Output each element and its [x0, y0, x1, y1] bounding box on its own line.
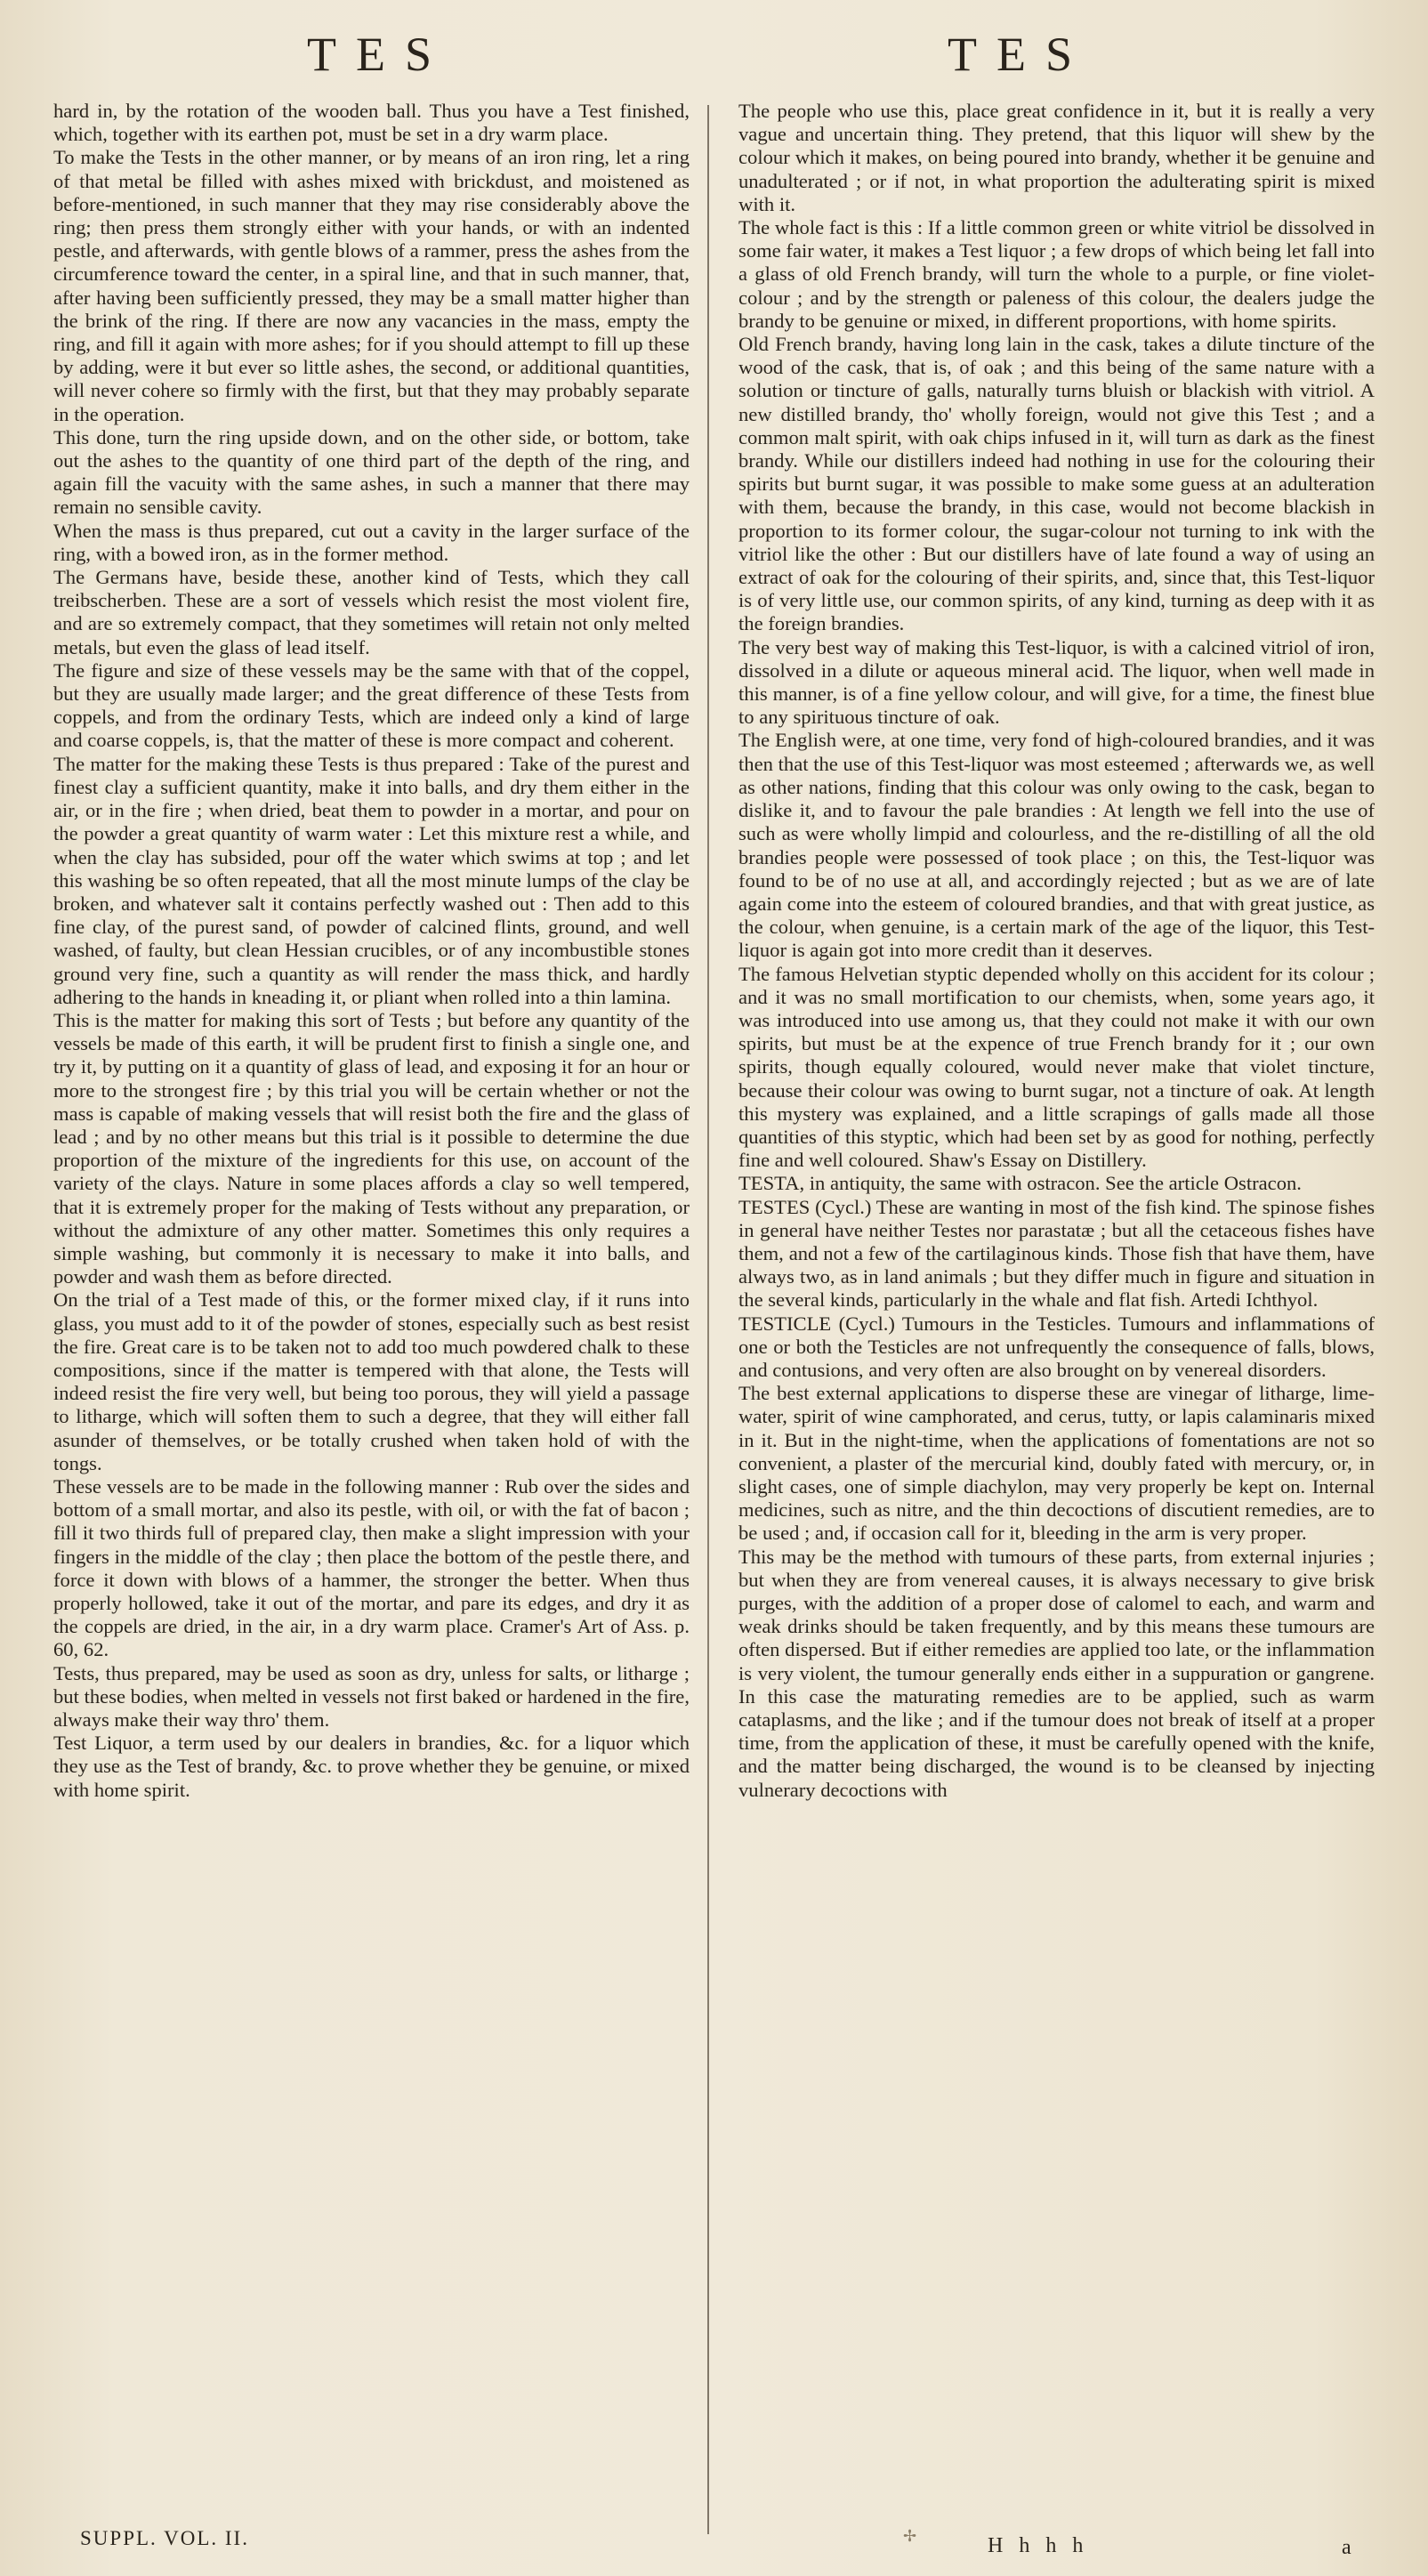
column-divider — [707, 105, 709, 2534]
paragraph: These vessels are to be made in the following manner : Rub over the sides and bottom of a small mortar, and also its pestle, with oil, or with the fat of bacon ; fill it two thirds full of prepared clay, then make a slight impression with your fingers in the middle of the clay ; then place the bottom of the pestle there, and force it down with blows of a hammer, the stronger the better. When thus properly hollowed, take it out of the mortar, and pare its edges, and dry it as the coppels are dried, in the air, in a dry warm place. Cramer's Art of Ass. p. 60, 62. — [53, 1474, 690, 1661]
paragraph: Tests, thus prepared, may be used as soon as dry, unless for salts, or litharge ; but these bodies, when melted in vessels not first baked or hardened in the fire, always make their way thro' them. — [53, 1661, 690, 1732]
entry-testa: TESTA, in antiquity, the same with ostracon. See the article Ostracon. — [738, 1172, 1302, 1195]
paragraph: hard in, by the rotation of the wooden ball. Thus you have a Test finished, which, together with its earthen pot, must be set in a dry warm place. — [53, 100, 690, 146]
paragraph: The best external applications to disperse these are vinegar of litharge, lime-water, spirit of wine camphorated, and cerus, tutty, or lapis calaminaris mixed in it. But in the night-time, when the applications of fomentations are not so convenient, a plaster of the mercurial kind, doubly fated with mercury, or, in slight cases, one of simple diachylon, may very properly be kept on. Internal medicines, such as nitre, and the thin decoctions of discutient remedies, are to be used ; and, if occasion call for it, bleeding in the arm is very proper. — [738, 1382, 1375, 1545]
volume-footer: SUPPL. VOL. II. — [80, 2527, 249, 2549]
paragraph: This is the matter for making this sort of Tests ; but before any quantity of the vessels be made of this earth, it will be prudent first to finish a single one, and try it, by putting on it a quantity of glass of lead, and exposing it for an hour or more to the strongest fire ; by this trial you will be certain whether or not the mass is capable of making vessels that will resist both the fire and the glass of lead ; and by no other means but this trial is it possible to determine the due proportion of the mixture of the ingredients for this use, on account of the variety of the clays. Nature in some places affords a clay so well tempered, that it is extremely proper for the making of Tests without any preparation, or without the admixture of any other matter. Sometimes this only requires a simple washing, but commonly it is necessary to make it into balls, and powder and wash them as before directed. — [53, 1008, 690, 1288]
entry-testicle: TESTICLE (Cycl.) Tumours in the Testicles. Tumours and inflammations of one or both the Testicles are not unfrequently the consequence of falls, blows, and contusions, and very often are also brought on by venereal disorders. — [738, 1312, 1375, 1381]
paragraph: The famous Helvetian styptic depended wholly on this accident for its colour ; and it was no small mortification to our chemists, when, some years ago, it was introduced into use among us, that they could not make it with our own spirits, but must be at the expence of true French brandy for it ; our own spirits, though equally coloured, would never make that violet tincture, because their colour was owing to burnt sugar, not a tincture of oak. At length this mystery was explained, and a little scrapings of galls made all those quantities of this styptic, which had been set by as good for nothing, perfectly fine and well coloured. Shaw's Essay on Distillery. — [738, 962, 1375, 1172]
entry-testes: TESTES (Cycl.) These are wanting in most of the fish kind. The spinose fishes in general have neither Testes nor parastatæ ; but all the cetaceous fishes have them, and not a few of the cartilaginous kinds. Those fish that have them, have always two, as in land animals ; but they differ much in figure and situation in the several kinds, particularly in the whale and flat fish. Artedi Ichthyol. — [738, 1195, 1375, 1312]
left-column — [53, 100, 690, 1802]
paragraph: On the trial of a Test made of this, or the former mixed clay, if it runs into glass, you must add to it of the powder of stones, especially such as best resist the fire. Great care is to be taken not to add too much powdered chalk to these compositions, since if the matter is tempered with that alone, the Tests will indeed resist the fire very well, but being too porous, they will yield a passage to litharge, which will soften them to such a degree, that they will either fall asunder of themselves, or be totally crushed when taken hold of with the tongs. — [53, 1288, 690, 1474]
paragraph: The very best way of making this Test-liquor, is with a calcined vitriol of iron, dissolved in a dilute or aqueous mineral acid. The liquor, when well made in this manner, is of a fine yellow colour, and will give, for a time, the finest blue to any spirituous tincture of oak. — [738, 635, 1375, 729]
paragraph: This done, turn the ring upside down, and on the other side, or bottom, take out the ashes to the quantity of one third part of the depth of the ring, and again fill the vacuity with the same ashes, in such a manner that there may remain no sensible cavity. — [53, 425, 690, 519]
paragraph: The people who use this, place great confidence in it, but it is really a very vague and uncertain thing. They pretend, that this liquor will shew by the colour which it makes, on being poured into brandy, whether it be genuine and unadulterated ; or if not, in what proportion the adulterating spirit is mixed with it. — [738, 100, 1375, 215]
right-column — [738, 100, 1375, 1802]
paragraph: The whole fact is this : If a little common green or white vitriol be dissolved in some fair water, it makes a Test liquor ; a few drops of which being let fall into a glass of old French brandy, will turn the whole to a purple, or fine violet-colour ; and by the strength or paleness of this colour, the dealers judge the brandy to be genuine or mixed, in different proportions, with home spirits. — [738, 216, 1375, 332]
running-head-right: TES — [948, 28, 1093, 81]
signature-mark: H h h h — [988, 2534, 1089, 2557]
running-head-left: TES — [307, 28, 452, 81]
paragraph: To make the Tests in the other manner, or by means of an iron ring, let a ring of that metal be filled with ashes mixed with brickdust, and moistened as before-mentioned, in such manner that they may rise considerably above the ring; then press them strongly either with your hands, or with an indented pestle, and afterwards, with gentle blows of a rammer, press the ashes from the circumference toward the center, in a spiral line, and that in such manner, that, after having been sufficiently pressed, they may be a small matter higher than the brink of the ring. If there are now any vacancies in the mass, empty the ring, and fill it again with more ashes; for if you should attempt to fill up these by adding, were it but ever so little ashes, the second, or additional quantities, will never cohere so firmly with the first, but that they may probably separate in the operation. — [53, 146, 690, 425]
paragraph: The English were, at one time, very fond of high-coloured brandies, and it was then that the use of this Test-liquor was most esteemed ; afterwards we, as well as other nations, finding that this colour was only owing to the cask, began to dislike it, and to favour the pale brandies : At length we fell into the use of such as were wholly limpid and colourless, and the re-distilling of all the old brandies people were possessed of took place ; on this, the Test-liquor was found to be of no use at all, and accordingly rejected ; but as we are of late again come into the esteem of coloured brandies, and that with great justice, as the colour, when genuine, is a certain mark of the age of the liquor, this Test-liquor is again got into more credit than it deserves. — [738, 729, 1375, 962]
paragraph: This may be the method with tumours of these parts, from external injuries ; but when they are from venereal causes, it is always necessary to give brisk purges, with the addition of a proper dose of calomel to each, and warm and weak drinks should be taken frequently, and by this means these tumours are often dispersed. But if either remedies are applied too late, or the inflammation is very violent, the tumour generally ends either in a suppuration or gangrene. In this case the maturating remedies are to be applied, such as warm cataplasms, and the like ; and if the tumour does not break of itself at a proper time, from the application of these, it must be carefully opened with the knife, and the matter being discharged, the wound is to be cleansed by injecting vulnerary decoctions with — [738, 1545, 1375, 1801]
paragraph: The Germans have, beside these, another kind of Tests, which they call treibscherben. These are a sort of vessels which resist the most violent fire, and are so extremely compact, that they sometimes will retain not only melted metals, but even the glass of lead itself. — [53, 566, 690, 658]
leaf-letter: a — [1342, 2536, 1351, 2559]
printer-ornament-icon: ✢ — [903, 2527, 917, 2545]
paragraph: Old French brandy, having long lain in the cask, takes a dilute tincture of the wood of the cask, that is, of oak ; and this being of the same nature with a solution or tincture of galls, naturally turns bluish or blackish with vitriol. A new distilled brandy, tho' wholly foreign, would not give this Test ; and a common malt spirit, with oak chips infused in it, will turn as dark as the finest brandy. While our distillers indeed had nothing in use for the colouring their spirits but burnt sugar, it was possible to make some guess at an adulteration with them, because the brandy, in this case, would not become blackish in proportion to its former colour, the sugar-colour not turning to ink with the vitriol like the other : But our distillers have of late found a way of using an extract of oak for the colouring of their spirits, and, since that, this Test-liquor is of very little use, our common spirits, of any kind, turning as deep with it as the foreign brandies. — [738, 333, 1375, 635]
entry-test-liquor: Test Liquor, a term used by our dealers in brandies, &c. for a liquor which they use as the Test of brandy, &c. to prove whether they be genuine, or mixed with home spirit. — [53, 1732, 690, 1801]
paragraph: The figure and size of these vessels may be the same with that of the coppel, but they are usually made larger; and the great difference of these Tests from coppels, and from the ordinary Tests, which are indeed only a kind of large and coarse coppels, is, that the matter of these is more compact and coherent. — [53, 658, 690, 752]
paragraph: The matter for the making these Tests is thus prepared : Take of the purest and finest clay a sufficient quantity, make it into balls, and dry them either in the air, or in the fire ; when dried, beat them to powder in a mortar, and pour on the powder a great quantity of warm water : Let this mixture rest a while, and when the clay has subsided, pour off the water which swims at top ; and let this washing be so often repeated, that all the most minute lumps of the clay be broken, and whatever salt it contains perfectly washed out : Then add to this fine clay, of the purest sand, of powder of calcined flints, ground, and well washed, of faulty, but clean Hessian crucibles, or of any incombustible stones ground very fine, such a quantity as will render the mass thick, and hardly adhering to the hands in kneading it, or pliant when rolled into a thin lamina. — [53, 752, 690, 1008]
paragraph: When the mass is thus prepared, cut out a cavity in the larger surface of the ring, with a bowed iron, as in the former method. — [53, 519, 690, 565]
